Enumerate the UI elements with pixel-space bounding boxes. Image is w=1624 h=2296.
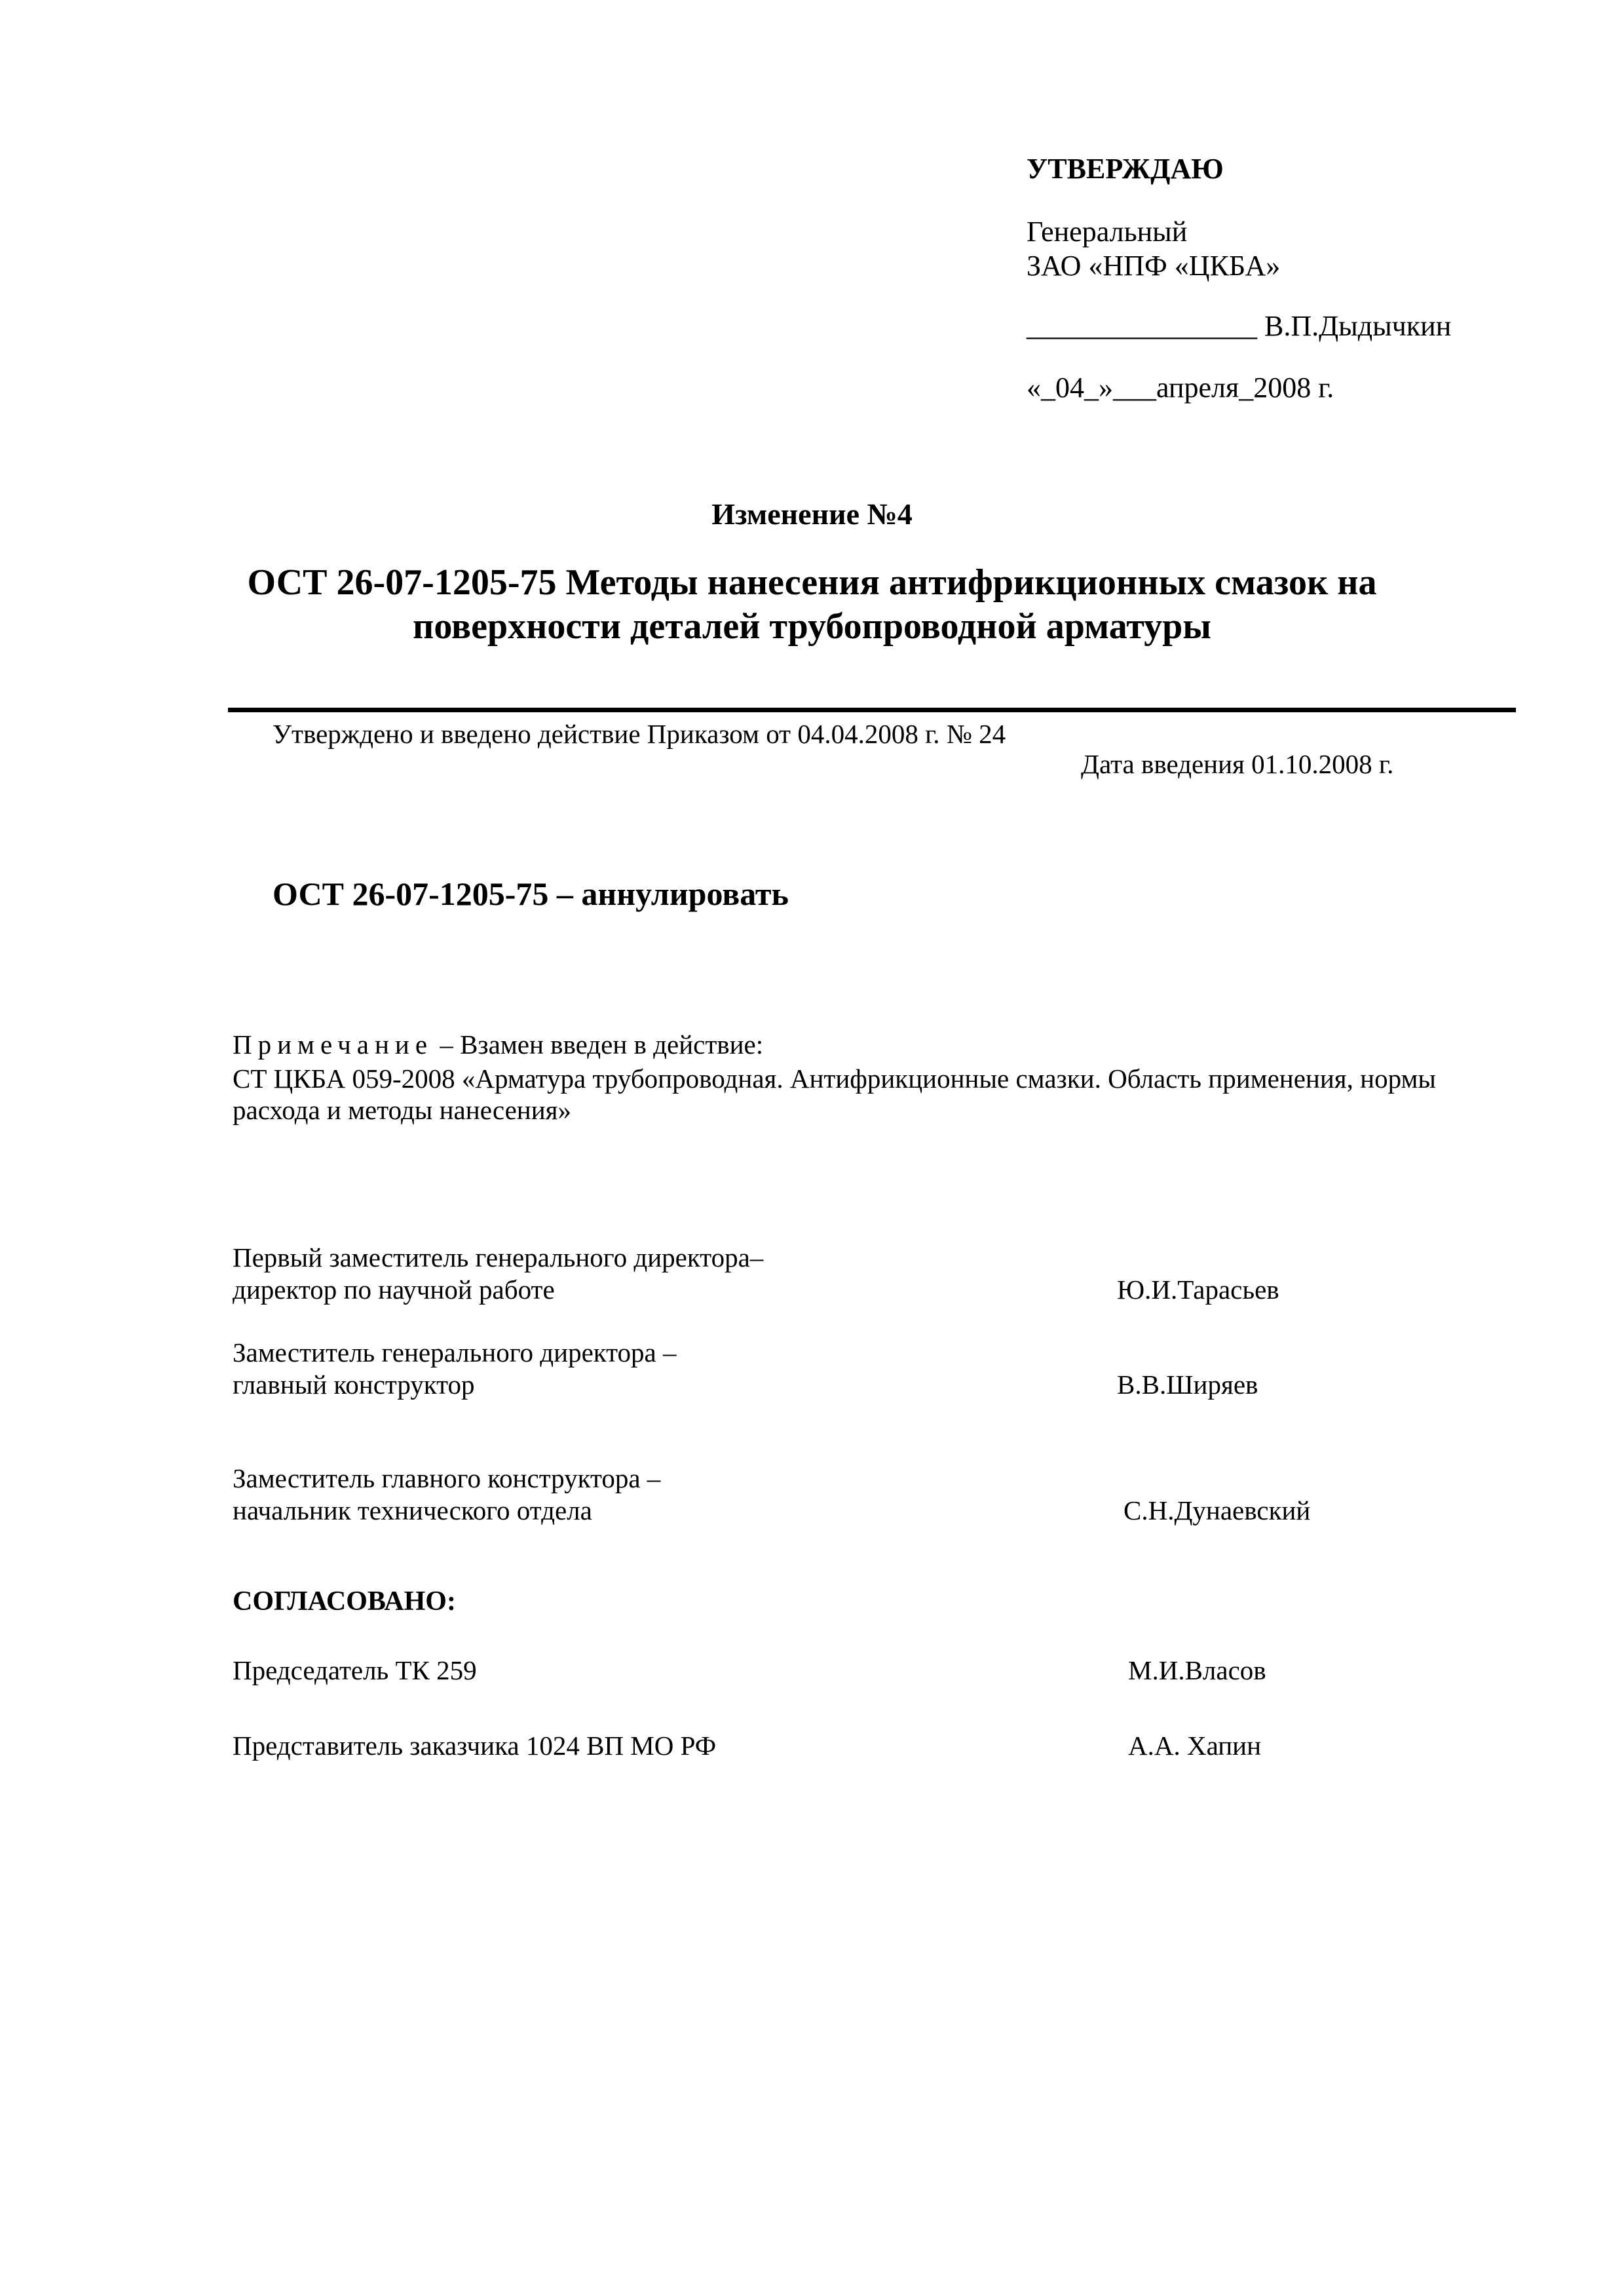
signature-2-position-line2: главный конструктор [233, 1369, 475, 1400]
order-text: Утверждено и введено действие Приказом от 04.04.2008 г. № 24 [273, 719, 1006, 749]
approval-signature-line: ________________ В.П.Дыдычкин [1027, 310, 1452, 342]
note-line3: расхода и методы нанесения» [233, 1095, 572, 1125]
approval-date: «_04_»___апреля_2008 г. [1027, 372, 1334, 404]
note-text: – Взамен введен в действие: [433, 1029, 764, 1060]
note-label: Примечание [233, 1029, 434, 1060]
document-title-line2: поверхности деталей трубопроводной арматуры [413, 606, 1211, 647]
title-divider [228, 708, 1516, 712]
agreed-1-name: М.И.Власов [1128, 1655, 1266, 1685]
note-line1 [233, 1029, 763, 1060]
note-line2: СТ ЦКБА 059-2008 «Арматура трубопроводная. Антифрикционные смазки. Область применения, нормы [233, 1063, 1436, 1094]
signature-3-name: С.Н.Дунаевский [1124, 1495, 1311, 1525]
approval-position-line1: Генеральный [1027, 216, 1188, 248]
signature-1-name: Ю.И.Тарасьев [1117, 1274, 1279, 1305]
agreed-1-position: Председатель ТК 259 [233, 1655, 477, 1685]
introduction-date: Дата введения 01.10.2008 г. [1081, 749, 1394, 779]
approval-position-line2: ЗАО «НПФ «ЦКБА» [1027, 250, 1281, 282]
change-title: Изменение №4 [711, 497, 913, 531]
signature-1-position-line1: Первый заместитель генерального директора– [233, 1242, 764, 1272]
approval-title: УТВЕРЖДАЮ [1027, 153, 1224, 185]
annulment-statement: ОСТ 26-07-1205-75 – аннулировать [273, 875, 789, 912]
agreed-2-name: А.А. Хапин [1128, 1731, 1262, 1761]
signature-2-name: В.В.Ширяев [1117, 1369, 1258, 1400]
signature-3-position-line1: Заместитель главного конструктора – [233, 1463, 661, 1493]
signature-1-position-line2: директор по научной работе [233, 1274, 555, 1305]
signature-3-position-line2: начальник технического отдела [233, 1495, 592, 1525]
signature-2-position-line1: Заместитель генерального директора – [233, 1337, 677, 1368]
agreed-2-position: Представитель заказчика 1024 ВП МО РФ [233, 1731, 717, 1761]
agreed-title: СОГЛАСОВАНО: [233, 1586, 456, 1617]
document-title-line1: ОСТ 26-07-1205-75 Методы нанесения антифрикционных смазок на [247, 562, 1377, 603]
